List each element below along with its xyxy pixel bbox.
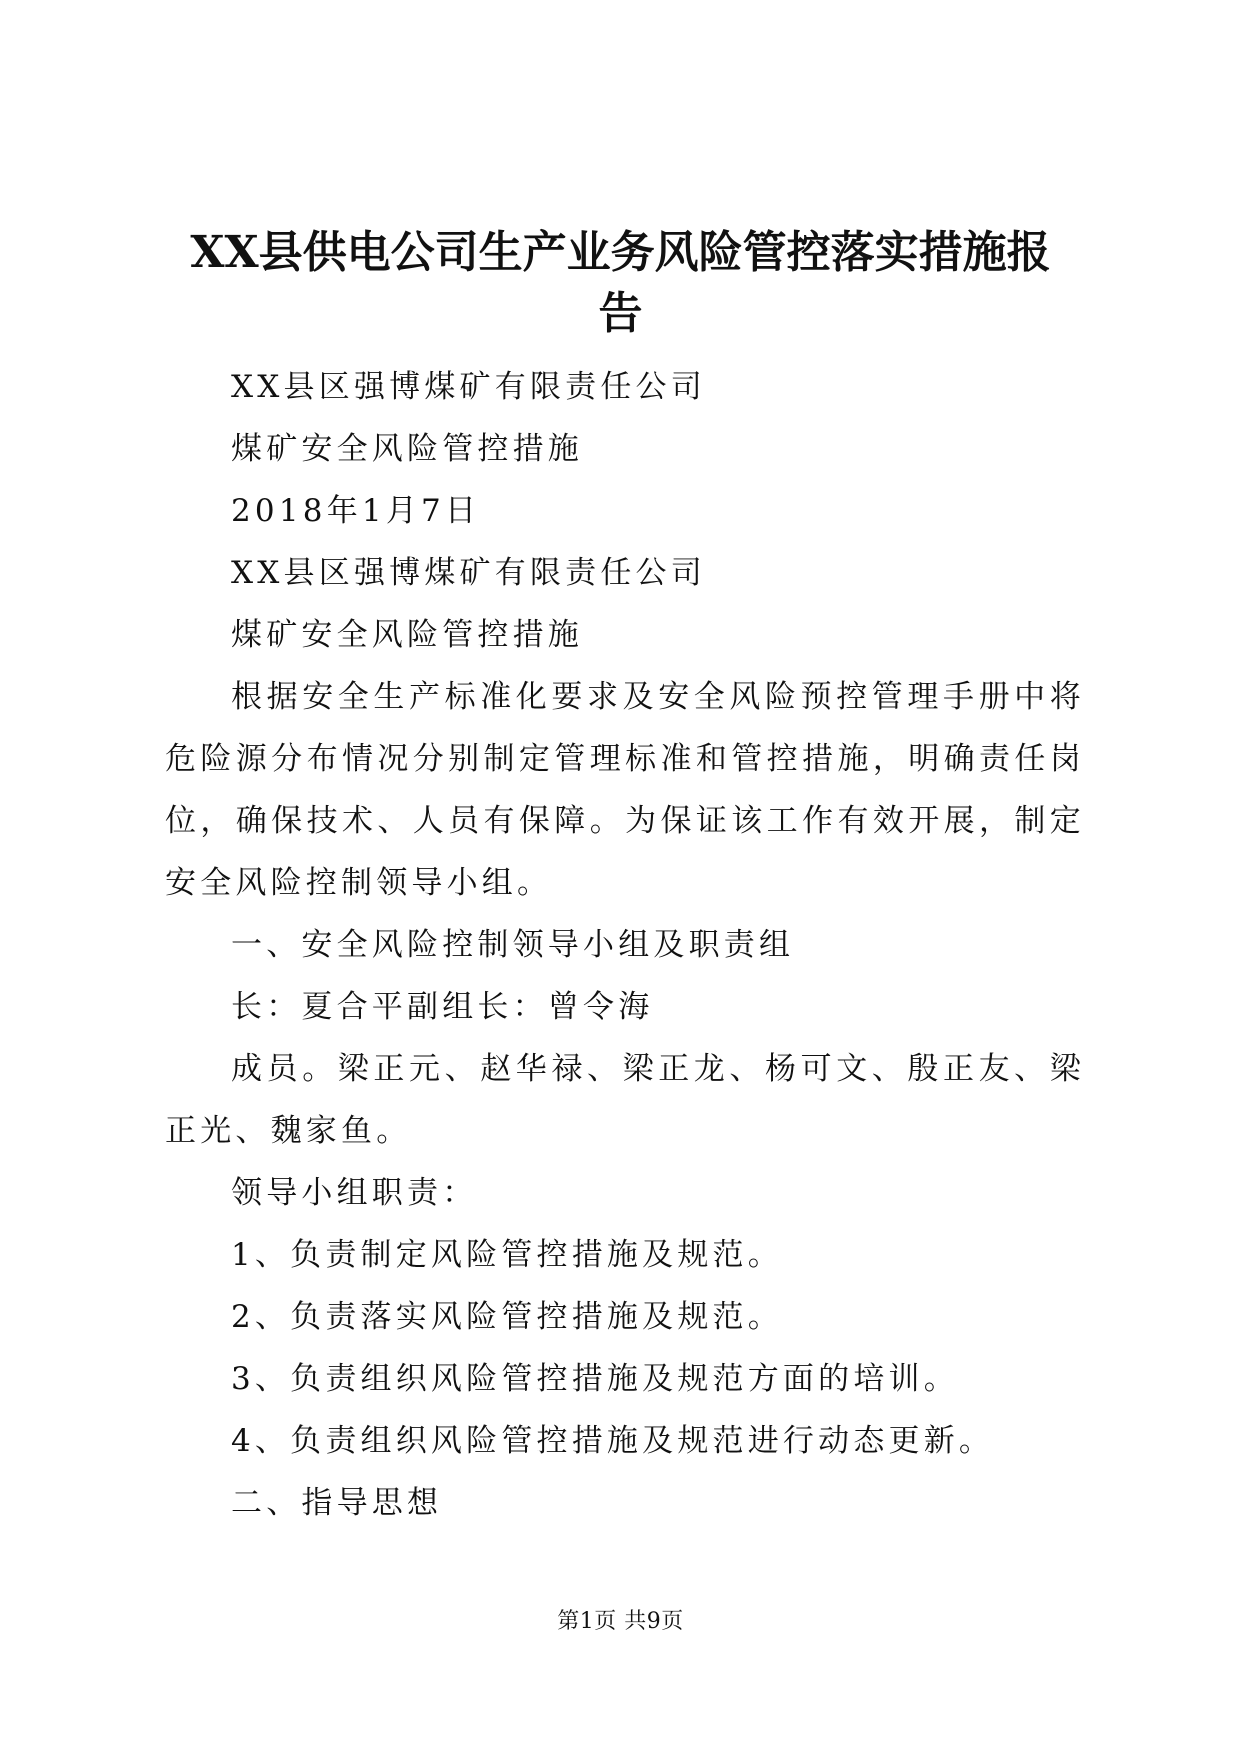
duties-heading: 领导小组职责： (231, 1175, 478, 1211)
subtitle-line-repeat: 煤矿安全风险管控措施 (231, 617, 583, 653)
date-line: 2018年1月7日 (231, 493, 481, 529)
leaders-line: 长：夏合平副组长：曾令海 (231, 989, 654, 1025)
subtitle-line: 煤矿安全风险管控措施 (231, 431, 583, 467)
company-name-line: XX县区强博煤矿有限责任公司 (231, 369, 706, 405)
intro-paragraph: 根据安全生产标准化要求及安全风险预控管理手册中将危险源分布情况分别制定管理标准和管控措施，明确责任岗位，确保技术、人员有保障。为保证该工作有效开展，制定安全风险控制领导小组。 (165, 679, 1085, 901)
page-footer: 第1页 共9页 (557, 1609, 684, 1634)
section-heading-2: 二、指导思想 (231, 1485, 443, 1521)
duty-item-3: 3、负责组织风险管控措施及规范方面的培训。 (231, 1361, 959, 1397)
document-title-line-2: 告 (598, 288, 643, 339)
document-title-line-1: XX县供电公司生产业务风险管控落实措施报 (190, 227, 1051, 278)
duty-item-4: 4、负责组织风险管控措施及规范进行动态更新。 (231, 1423, 995, 1459)
company-name-line-repeat: XX县区强博煤矿有限责任公司 (231, 555, 706, 591)
members-paragraph: 成员。梁正元、赵华禄、梁正龙、杨可文、殷正友、梁正光、魏家鱼。 (165, 1051, 1085, 1149)
section-heading-1: 一、安全风险控制领导小组及职责组 (231, 927, 795, 963)
duty-item-1: 1、负责制定风险管控措施及规范。 (231, 1237, 783, 1273)
duty-item-2: 2、负责落实风险管控措施及规范。 (231, 1299, 783, 1335)
document-body (165, 356, 1085, 1534)
